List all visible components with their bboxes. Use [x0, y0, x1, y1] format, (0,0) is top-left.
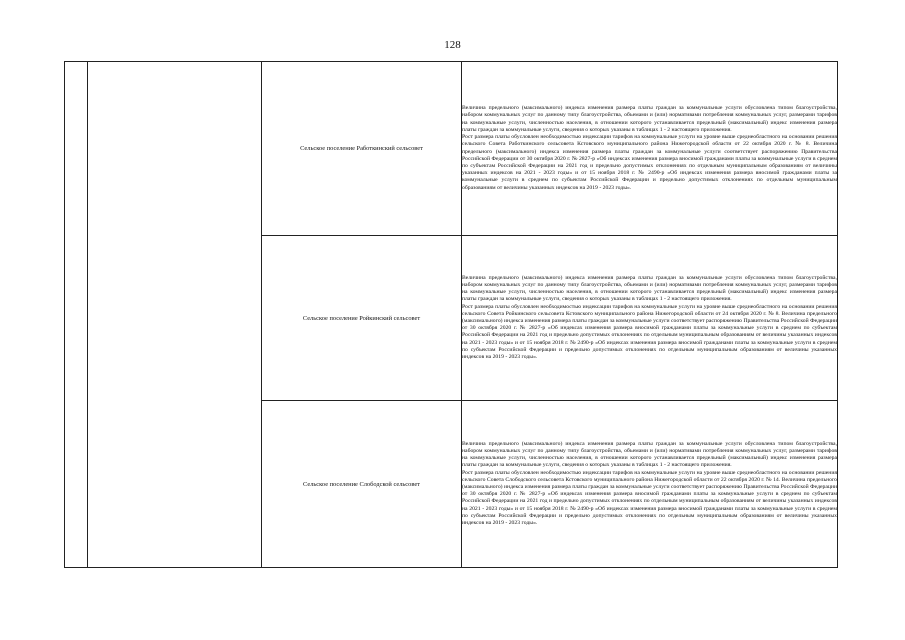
settlement-name: Сельское поселение Слободской сельсовет: [262, 401, 462, 568]
justification-paragraph: Величина предельного (максимального) индекса изменения размера платы граждан за коммунальные услуги обусловлена типом благоустройства, набором коммунальных услуг по данному типу благоустройства, объемами и (или) нормативами потребления коммунальных услуг, размерами тарифов на коммунальные услуги, численностью населения, в отношении которого устанавливается предельный (максимальный) индекс изменения размера платы граждан за коммунальные услуги, сведения о которых указаны в таблицах 1 - 2 настоящего приложения.: [462, 105, 837, 133]
justification-paragraph: Рост размера платы обусловлен необходимостью индексации тарифов на коммунальные услуги на уровне выше среднеобластного на основании решения сельского Совета Ройкинского сельсовета Кстовского муниципального района Нижегородской области от 24 октября 2020 г. № 8. Величина предельного (максимального) индекса изменения размера платы граждан за коммунальные услуги соответствует распоряжению Правительства Российской Федерации от 30 октября 2020 г. № 2827-р «Об индексах изменения размера вносимой гражданами платы за коммунальные услуги в среднем по субъектам Российской Федерации на 2021 год и предельно допустимых отклонениях по отдельным муниципальным образованиям от величины указанных индексов на 2021 - 2023 годы» и от 15 ноября 2018 г. № 2490-р «Об индексах изменения размера вносимой гражданами платы за коммунальные услуги в среднем по субъектам Российской Федерации и предельно допустимых отклонениях по отдельным муниципальным образованиям от величины указанных индексов на 2019 - 2023 годы».: [462, 303, 837, 361]
justification-paragraph: Рост размера платы обусловлен необходимостью индексации тарифов на коммунальные услуги на уровне выше среднеобластного на основании решения сельского Совета Слободского сельсовета Кстовского муниципального района Нижегородской области от 22 октября 2020 г. № 14. Величина предельного (максимального) индекса изменения размера платы граждан за коммунальные услуги соответствует распоряжению Правительства Российской Федерации от 30 октября 2020 г. № 2827-р «Об индексах изменения размера вносимой гражданами платы за коммунальные услуги в среднем по субъектам Российской Федерации на 2021 год и предельно допустимых отклонениях по отдельным муниципальным образованиям от величины указанных индексов на 2021 - 2023 годы» и от 15 ноября 2018 г. № 2490-р «Об индексах изменения размера вносимой гражданами платы за коммунальные услуги в среднем по субъектам Российской Федерации и предельно допустимых отклонениях по отдельным муниципальным образованиям от величины указанных индексов на 2019 - 2023 годы».: [462, 469, 837, 527]
municipality-column-cell: [88, 62, 262, 568]
justification-paragraph: Величина предельного (максимального) индекса изменения размера платы граждан за коммунальные услуги обусловлена типом благоустройства, набором коммунальных услуг по данному типу благоустройства, объемами и (или) нормативами потребления коммунальных услуг, размерами тарифов на коммунальные услуги, численностью населения, в отношении которого устанавливается предельный (максимальный) индекс изменения размера платы граждан за коммунальные услуги, сведения о которых указаны в таблицах 1 - 2 настоящего приложения.: [462, 274, 837, 303]
justification-text: [462, 401, 838, 568]
settlement-name: Сельское поселение Работкинский сельсовет: [262, 62, 462, 236]
justification-text: [462, 236, 838, 401]
justification-paragraph: Величина предельного (максимального) индекса изменения размера платы граждан за коммунальные услуги обусловлена типом благоустройства, набором коммунальных услуг по данному типу благоустройства, объемами и (или) нормативами потребления коммунальных услуг, размерами тарифов на коммунальные услуги, численностью населения, в отношении которого устанавливается предельный (максимальный) индекс изменения размера платы граждан за коммунальные услуги, сведения о которых указаны в таблицах 1 - 2 настоящего приложения.: [462, 440, 837, 469]
page-number: 128: [444, 39, 461, 51]
justification-paragraph: Рост размера платы обусловлен необходимостью индексации тарифов на коммунальные услуги на уровне выше среднеобластного на основании решения сельского Совета Работкинского сельсовета Кстовского муниципального района Нижегородской области от 22 октября 2020 г. № 8. Величина предельного (максимального) индекса изменения размера платы граждан за коммунальные услуги соответствует распоряжению Правительства Российской Федерации от 30 октября 2020 г. № 2827-р «Об индексах изменения размера вносимой гражданами платы за коммунальные услуги в среднем по субъектам Российской Федерации на 2021 год и предельно допустимых отклонениях по отдельным муниципальным образованиям от величины указанных индексов на 2021 - 2023 годы» и от 15 ноября 2018 г. № 2490-р «Об индексах изменения размера вносимой гражданами платы за коммунальные услуги в среднем по субъектам Российской Федерации и предельно допустимых отклонениях по отдельным муниципальным образованиям от величины указанных индексов на 2019 - 2023 годы».: [462, 134, 837, 191]
number-column-cell: [65, 62, 88, 568]
justification-text: [462, 62, 838, 236]
table-row: [65, 62, 838, 236]
settlements-table: [64, 61, 838, 568]
settlement-name: Сельское поселение Ройкинский сельсовет: [262, 236, 462, 401]
